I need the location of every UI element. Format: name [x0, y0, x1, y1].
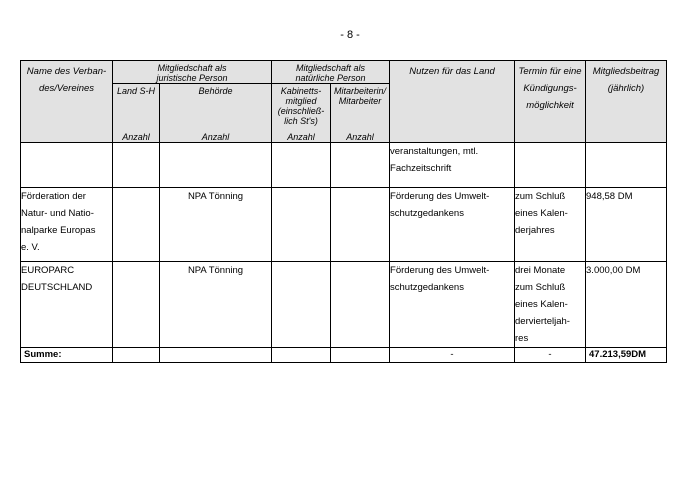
cell-kabinett [272, 262, 331, 348]
cell-termin: drei Monate zum Schluß eines Kalen- dervierteljah- res [515, 262, 586, 348]
cell-name [21, 143, 113, 188]
cell-beitrag [586, 143, 667, 188]
cell-beitrag: 948,58 DM [586, 188, 667, 262]
membership-table [20, 60, 667, 363]
cell-beitrag: 3.000,00 DM [586, 262, 667, 348]
cell-termin [515, 143, 586, 188]
sum-empty-cell [160, 348, 272, 363]
cell-kabinett [272, 188, 331, 262]
sum-row [21, 348, 667, 363]
table-row [21, 262, 667, 348]
table-row [21, 143, 667, 188]
cell-behoerde [160, 143, 272, 188]
sum-beitrag: 47.213,59DM [586, 348, 667, 363]
page-number: - 8 - [340, 29, 360, 41]
cell-nutzen: veranstaltungen, mtl. Fachzeitschrift [390, 143, 515, 188]
cell-kabinett [272, 143, 331, 188]
cell-name: Förderation der Natur- und Natio- nalparke Europas e. V. [21, 188, 113, 262]
header-nutzen: Nutzen für das Land [390, 61, 515, 143]
cell-name: EUROPARC DEUTSCHLAND [21, 262, 113, 348]
sum-termin: - [515, 348, 586, 363]
cell-behoerde: NPA Tönning [160, 262, 272, 348]
cell-land [113, 188, 160, 262]
header-name: Name des Verban- des/Vereines [21, 61, 113, 143]
header-row-top [21, 61, 667, 84]
cell-land [113, 262, 160, 348]
sum-nutzen: - [390, 348, 515, 363]
cell-mitarbeiter [331, 188, 390, 262]
cell-nutzen: Förderung des Umwelt- schutzgedankens [390, 262, 515, 348]
header-behoerde: Behörde Anzahl [160, 84, 272, 143]
header-natuerlich: Mitgliedschaft als natürliche Person [272, 61, 390, 84]
header-termin: Termin für eine Kündigungs- möglichkeit [515, 61, 586, 143]
sum-empty-cell [272, 348, 331, 363]
table-row [21, 188, 667, 262]
header-kabinett: Kabinetts- mitglied (einschließ- lich St's) Anzahl [272, 84, 331, 143]
sum-empty-cell [113, 348, 160, 363]
cell-land [113, 143, 160, 188]
cell-behoerde: NPA Tönning [160, 188, 272, 262]
sum-label: Summe: [21, 348, 113, 363]
header-beitrag: Mitgliedsbeitrag (jährlich) [586, 61, 667, 143]
cell-mitarbeiter [331, 262, 390, 348]
header-juristisch: Mitgliedschaft als juristische Person [113, 61, 272, 84]
cell-termin: zum Schluß eines Kalen- derjahres [515, 188, 586, 262]
header-mitarbeiter: Mitarbeiterin/ Mitarbeiter Anzahl [331, 84, 390, 143]
header-land: Land S-H Anzahl [113, 84, 160, 143]
cell-nutzen: Förderung des Umwelt- schutzgedankens [390, 188, 515, 262]
sum-empty-cell [331, 348, 390, 363]
cell-mitarbeiter [331, 143, 390, 188]
